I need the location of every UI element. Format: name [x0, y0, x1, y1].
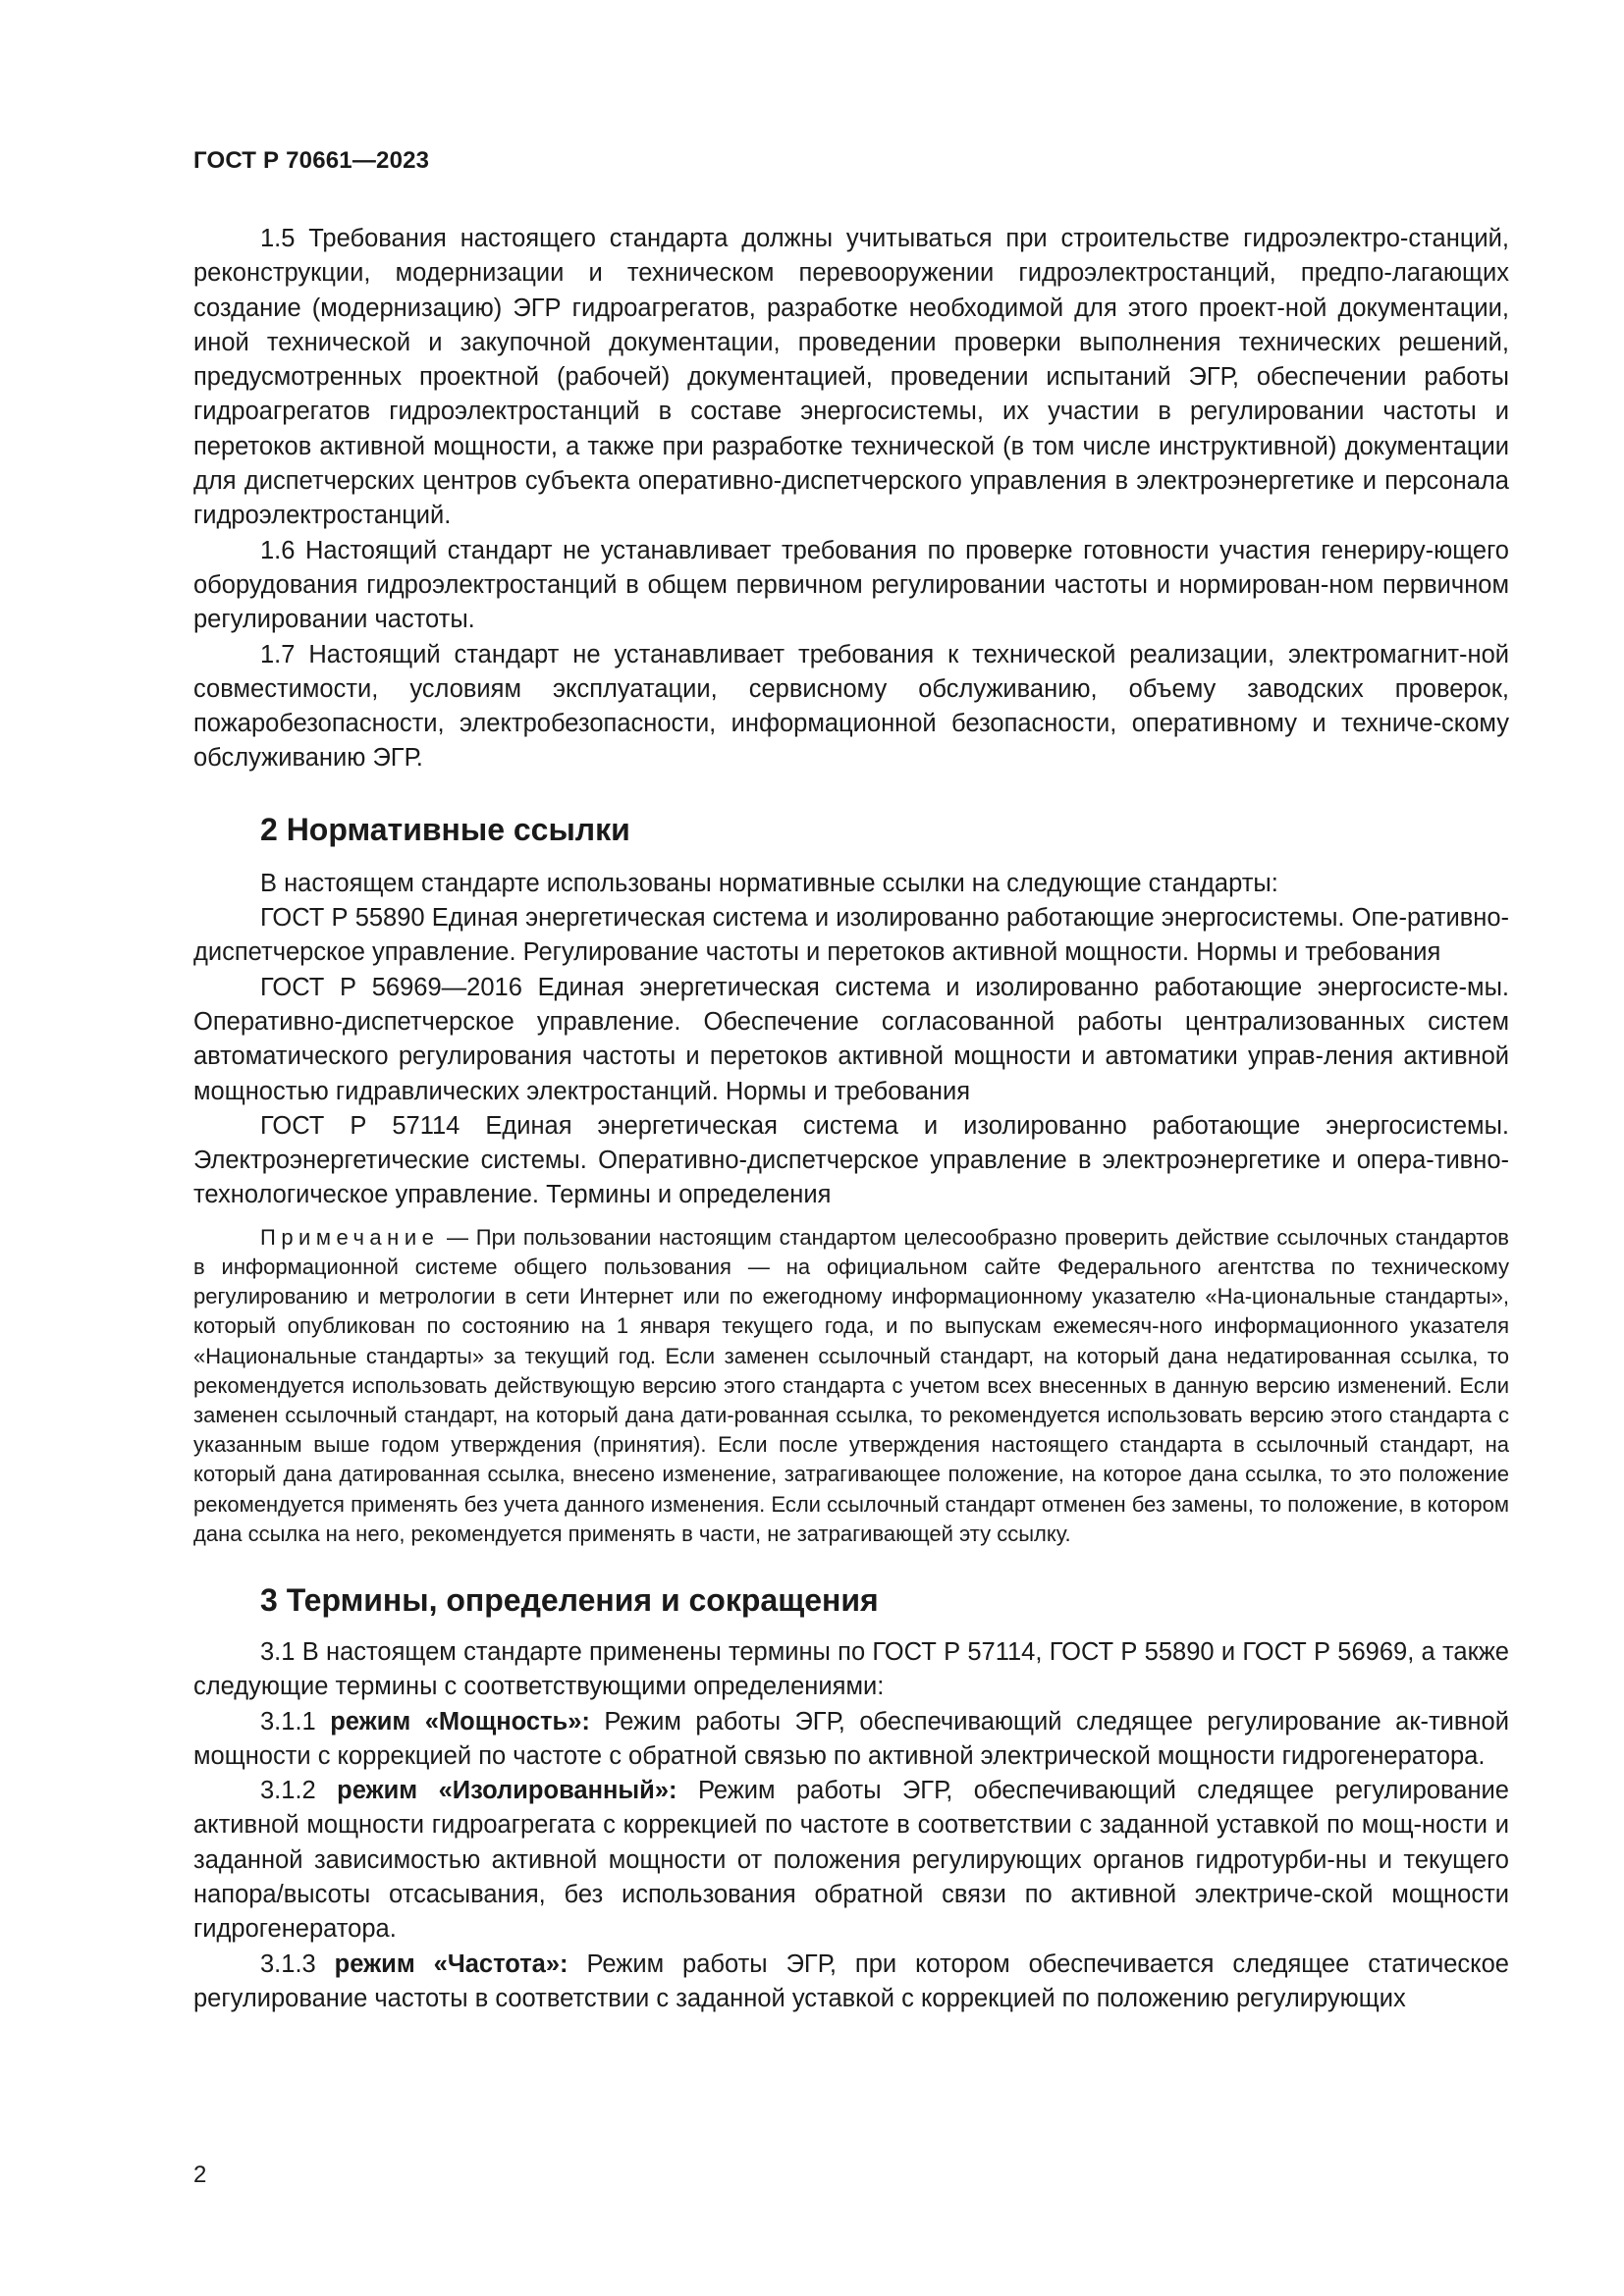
paragraph-1-5: 1.5 Требования настоящего стандарта должны учитываться при строительстве гидроэлектро-станций, реконструкции, модернизации и техническом перевооружении гидроэлектростанций, предпо-лагающих создание (модернизацию) ЭГР гидроагрегатов, разработке необходимой для этого проект-ной документации, иной технической и закупочной документации, проведении проверки выполнения технических решений, предусмотренных проектной (рабочей) документацией, проведении испытаний ЭГР, обеспечении работы гидроагрегатов гидроэлектростанций в составе энергосистемы, их участии в регулировании частоты и перетоков активной мощности, а также при разработке технической (в том числе инструктивной) документации для диспетчерских центров субъекта оперативно-диспетчерского управления в электроэнергетике и персонала гидроэлектростанций. [193, 225, 1509, 530]
term-3-1-3 [193, 1948, 1509, 2017]
term-definition: Режим работы ЭГР, обеспечивающий следящее регулирование ак-тивной мощности с коррекцией по частоте с обратной связью по активной электрической мощности гидрогенератора. [193, 1707, 1509, 1770]
page-content [193, 222, 1509, 2016]
paragraph-1-7: 1.7 Настоящий стандарт не устанавливает требования к технической реализации, электромагнит-ной совместимости, условиям эксплуатации, сервисному обслуживанию, объему заводских проверок, пожаробезопасности, электробезопасности, информационной безопасности, оперативному и техниче-скому обслуживанию ЭГР. [193, 640, 1509, 773]
term-definition: Режим работы ЭГР, обеспечивающий следящее регулирование активной мощности гидроагрегата с коррекцией по частоте в соответствии с заданной уставкой по мощ-ности и заданной зависимостью активной мощности от положения регулирующих органов гидротурби-ны и текущего напора/высоты отсасывания, без использования обратной связи по активной электриче-ской мощности гидрогенератора. [193, 1777, 1509, 1944]
normative-reference-2: ГОСТ Р 56969—2016 Единая энергетическая система и изолированно работающие энергосисте-мы. Оперативно-диспетчерское управление. Обеспечение согласованной работы централизованных систем автоматического регулирования частоты и перетоков активной мощности и автоматики управ-ления активной мощностью гидравлических электростанций. Нормы и требования [193, 973, 1509, 1105]
document-header: ГОСТ Р 70661—2023 [193, 147, 430, 174]
term-name: режим «Частота»: [334, 1949, 568, 1978]
normative-reference-3: ГОСТ Р 57114 Единая энергетическая система и изолированно работающие энергосистемы. Электроэнергетические системы. Оперативно-диспетчерское управление в электроэнергетике и опера-тивно-технологическое управление. Термины и определения [193, 1111, 1509, 1209]
term-name: режим «Мощность»: [330, 1707, 590, 1735]
note-label: Примечание [260, 1224, 440, 1250]
paragraph-3-1: 3.1 В настоящем стандарте применены термины по ГОСТ Р 57114, ГОСТ Р 55890 и ГОСТ Р 56969, а также следующие термины с соответствующими определениями: [193, 1637, 1509, 1701]
section-3-heading: 3 Термины, определения и сокращения [260, 1581, 879, 1618]
term-3-1-1 [193, 1705, 1509, 1775]
term-definition: Режим работы ЭГР, при котором обеспечивается следящее статическое регулирование частоты в соответствии с заданной уставкой с коррекцией по положению регулирующих [193, 1949, 1509, 2012]
section-2-heading: 2 Нормативные ссылки [260, 811, 630, 847]
term-3-1-2 [193, 1774, 1509, 1947]
term-name: режим «Изолированный»: [337, 1777, 677, 1805]
paragraph-1-6: 1.6 Настоящий стандарт не устанавливает требования по проверке готовности участия генериру-ющего оборудования гидроэлектростанций в общем первичном регулировании частоты и нормирован-ном первичном регулировании частоты. [193, 536, 1509, 634]
normative-reference-1: ГОСТ Р 55890 Единая энергетическая система и изолированно работающие энергосистемы. Опе-ративно-диспетчерское управление. Регулирование частоты и перетоков активной мощности. Нормы и требования [193, 904, 1509, 967]
term-number: 3.1.2 [260, 1777, 338, 1805]
term-number: 3.1.3 [260, 1949, 335, 1978]
section-2-intro: В настоящем стандарте использованы нормативные ссылки на следующие стандарты: [260, 869, 1278, 897]
page-number: 2 [193, 2162, 207, 2188]
note-text: — При пользовании настоящим стандартом целесообразно проверить действие ссылочных стандартов в информационной системе общего пользования — на официальном сайте Федерального агентства по техническому регулированию и метрологии в сети Интернет или по ежегодному информационному указателю «На-циональные стандарты», который опубликован по состоянию на 1 января текущего года, и по выпускам ежемесяч-ного информационного указателя «Национальные стандарты» за текущий год. Если заменен ссылочный стандарт, на который дана недатированная ссылка, то рекомендуется использовать действующую версию этого стандарта с учетом всех внесенных в данную версию изменений. Если заменен ссылочный стандарт, на который дана дати-рованная ссылка, то рекомендуется использовать версию этого стандарта с указанным выше годом утверждения (принятия). Если после утверждения настоящего стандарта в ссылочный стандарт, на который дана датированная ссылка, внесено изменение, затрагивающее положение, на которое дана ссылка, то это положение рекомендуется применять без учета данного изменения. Если ссылочный стандарт отменен без замены, то положение, в котором дана ссылка на него, рекомендуется применять в части, не затрагивающей эту ссылку. [193, 1224, 1509, 1546]
note-block [193, 1223, 1509, 1549]
term-number: 3.1.1 [260, 1707, 331, 1735]
